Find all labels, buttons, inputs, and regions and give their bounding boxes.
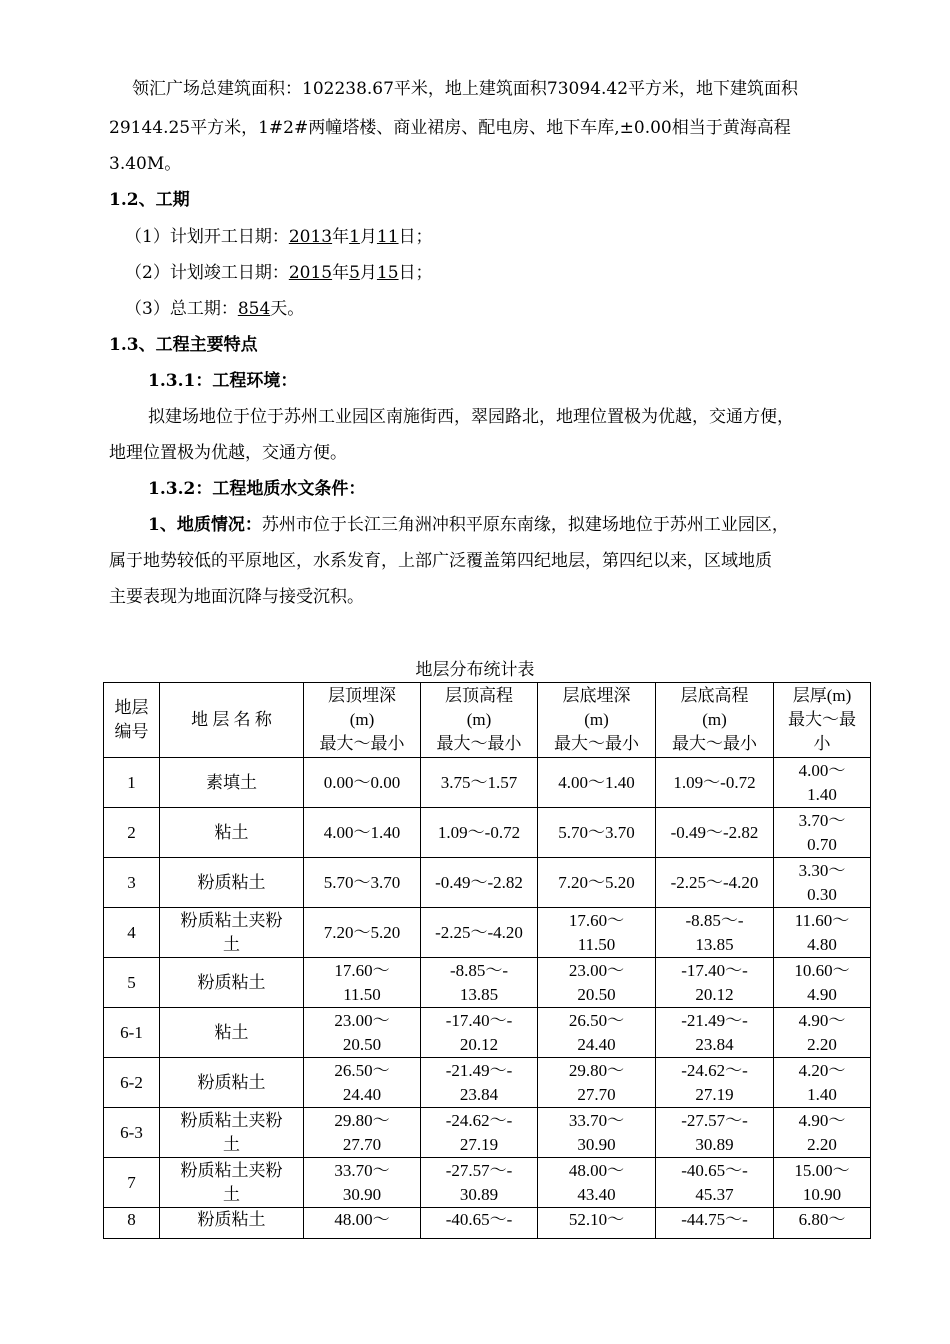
table-header-text: (m): [466, 710, 492, 729]
start-date-line: [125, 226, 433, 248]
table-cell: -8.85～- 13.85: [656, 908, 774, 958]
table-header-text: (m): [349, 710, 375, 729]
table-cell: 4.90～ 2.20: [774, 1108, 871, 1158]
table-cell: -27.57～- 30.89: [656, 1108, 774, 1158]
schedule-heading: 1.2、工期: [109, 190, 190, 210]
table-header-text: 地 层 名 称: [191, 710, 272, 729]
table-cell: 17.60～ 11.50: [304, 958, 421, 1008]
table-cell: 3.70～ 0.70: [774, 808, 871, 858]
geology-line-3: 主要表现为地面沉降与接受沉积。: [109, 587, 364, 607]
table-cell: -21.49～- 23.84: [656, 1008, 774, 1058]
table-row: [104, 1208, 871, 1239]
end-year-unit: 年: [332, 263, 350, 283]
table-cell: -17.40～- 20.12: [421, 1008, 538, 1058]
table-cell: -40.65～-: [421, 1208, 538, 1239]
table-cell: 粘土: [160, 808, 304, 858]
table-cell: 26.50～ 24.40: [304, 1058, 421, 1108]
table-cell: 33.70～ 30.90: [304, 1158, 421, 1208]
total-duration-line: [125, 298, 304, 320]
table-cell: 6-1: [104, 1008, 160, 1058]
table-cell: 粉质粘土: [160, 858, 304, 908]
table-header-text: 最大～最小: [672, 734, 757, 753]
table-header-text: 最大～最小: [554, 734, 639, 753]
table-cell: 33.70～ 30.90: [538, 1108, 656, 1158]
table-cell: -21.49～- 23.84: [421, 1058, 538, 1108]
table-cell: 26.50～ 24.40: [538, 1008, 656, 1058]
table-header-cell: [774, 683, 871, 758]
table-cell: 粉质粘土夹粉 土: [160, 1108, 304, 1158]
start-month-unit: 月: [359, 227, 377, 247]
table-cell: 4.00～1.40: [304, 808, 421, 858]
table-header-cell: [104, 683, 160, 758]
geology-text-1: 苏州市位于长江三角洲冲积平原东南缘，拟建场地位于苏州工业园区，: [261, 515, 789, 535]
environment-heading: 1.3.1：工程环境：: [148, 371, 298, 391]
start-day-unit: 日；: [398, 227, 433, 247]
end-day-unit: 日；: [398, 263, 433, 283]
table-header-row: [104, 683, 871, 758]
table-header-text: 最大～最小: [319, 734, 405, 753]
table-cell: 7: [104, 1158, 160, 1208]
table-cell: 素填土: [160, 758, 304, 808]
table-cell: -40.65～- 45.37: [656, 1158, 774, 1208]
table-cell: -0.49～-2.82: [421, 858, 538, 908]
table-cell: 4.00～1.40: [538, 758, 656, 808]
table-cell: -24.62～- 27.19: [656, 1058, 774, 1108]
table-header-text: (m): [702, 710, 727, 729]
geology-line-1: [148, 514, 789, 536]
end-year: 2015: [288, 263, 333, 283]
table-header-cell: [160, 683, 304, 758]
intro-line-1: 领汇广场总建筑面积：102238.67平米，地上建筑面积73094.42平方米，地下建筑面积: [132, 79, 799, 99]
table-header-text: (m): [584, 710, 609, 729]
table-cell: 11.60～ 4.80: [774, 908, 871, 958]
table-header-text: 层顶埋深: [328, 686, 396, 705]
table-cell: -8.85～- 13.85: [421, 958, 538, 1008]
table-cell: 3.30～ 0.30: [774, 858, 871, 908]
table-header-text: 编号: [114, 722, 149, 741]
table-cell: -27.57～- 30.89: [421, 1158, 538, 1208]
table-header-text: 最大～最: [788, 710, 856, 729]
table-cell: 3.75～1.57: [421, 758, 538, 808]
environment-line-1: 拟建场地位于位于苏州工业园区南施街西，翠园路北，地理位置极为优越，交通方便，: [148, 407, 794, 427]
table-cell: -24.62～- 27.19: [421, 1108, 538, 1158]
table-cell: 0.00～0.00: [304, 758, 421, 808]
table-header-text: 层底埋深: [562, 686, 631, 705]
table-header-text: 层底高程: [680, 686, 749, 705]
table-cell: 52.10～: [538, 1208, 656, 1239]
table-cell: 6-2: [104, 1058, 160, 1108]
table-header-text: 地层: [114, 698, 149, 717]
table-cell: 粉质粘土夹粉 土: [160, 908, 304, 958]
intro-line-2: 29144.25平方米，1#2#两幢塔楼、商业裙房、配电房、地下车库,±0.00相当于黄海高程: [109, 118, 791, 138]
table-cell: 4.90～ 2.20: [774, 1008, 871, 1058]
table-cell: 4.20～ 1.40: [774, 1058, 871, 1108]
table-row: [104, 1058, 871, 1108]
total-duration-prefix: （3）总工期：: [125, 299, 238, 319]
table-row: [104, 758, 871, 808]
table-cell: 粉质粘土夹粉 土: [160, 1158, 304, 1208]
table-cell: 6.80～: [774, 1208, 871, 1239]
end-day: 15: [376, 263, 399, 283]
table-cell: 1.09～-0.72: [656, 758, 774, 808]
table-cell: 2: [104, 808, 160, 858]
start-date-prefix: （1）计划开工日期：: [125, 227, 289, 247]
table-caption: 地层分布统计表: [415, 660, 535, 680]
table-row: [104, 1158, 871, 1208]
table-cell: 17.60～ 11.50: [538, 908, 656, 958]
table-cell: 29.80～ 27.70: [538, 1058, 656, 1108]
start-day: 11: [376, 227, 399, 247]
end-date-line: [125, 262, 433, 284]
strata-table: [103, 682, 871, 1239]
table-cell: 1.09～-0.72: [421, 808, 538, 858]
table-cell: 5: [104, 958, 160, 1008]
table-cell: 29.80～ 27.70: [304, 1108, 421, 1158]
table-cell: 23.00～ 20.50: [538, 958, 656, 1008]
table-cell: -17.40～- 20.12: [656, 958, 774, 1008]
table-cell: 4.00～ 1.40: [774, 758, 871, 808]
start-month: 1: [349, 227, 360, 247]
end-month-unit: 月: [359, 263, 377, 283]
table-cell: 粉质粘土: [160, 1058, 304, 1108]
intro-line-3: 3.40M。: [109, 154, 182, 174]
table-cell: 5.70～3.70: [304, 858, 421, 908]
total-days: 854: [237, 299, 271, 319]
table-cell: 3: [104, 858, 160, 908]
table-header-cell: [656, 683, 774, 758]
table-cell: -2.25～-4.20: [421, 908, 538, 958]
table-cell: 粉质粘土: [160, 958, 304, 1008]
table-row: [104, 1008, 871, 1058]
table-cell: -2.25～-4.20: [656, 858, 774, 908]
table-cell: 5.70～3.70: [538, 808, 656, 858]
features-heading: 1.3、工程主要特点: [109, 335, 258, 355]
table-row: [104, 1108, 871, 1158]
table-cell: 48.00～ 43.40: [538, 1158, 656, 1208]
table-cell: 7.20～5.20: [304, 908, 421, 958]
table-row: [104, 858, 871, 908]
end-date-prefix: （2）计划竣工日期：: [125, 263, 289, 283]
table-cell: 粉质粘土: [160, 1208, 304, 1239]
table-header-text: 层顶高程: [445, 686, 513, 705]
geology-heading: 1.3.2：工程地质水文条件：: [148, 479, 366, 499]
table-row: [104, 908, 871, 958]
geology-label: 1、地质情况：: [148, 515, 262, 535]
table-cell: 6-3: [104, 1108, 160, 1158]
table-cell: 10.60～ 4.90: [774, 958, 871, 1008]
start-year: 2013: [288, 227, 333, 247]
table-cell: -44.75～-: [656, 1208, 774, 1239]
table-cell: 8: [104, 1208, 160, 1239]
table-cell: 48.00～: [304, 1208, 421, 1239]
table-header-text: 小: [813, 734, 831, 753]
geology-line-2: 属于地势较低的平原地区，水系发育，上部广泛覆盖第四纪地层，第四纪以来，区域地质: [109, 551, 772, 571]
table-header-text: 最大～最小: [436, 734, 522, 753]
environment-line-2: 地理位置极为优越，交通方便。: [109, 443, 347, 463]
table-cell: 粘土: [160, 1008, 304, 1058]
table-header-cell: [538, 683, 656, 758]
table-cell: 1: [104, 758, 160, 808]
table-body: [104, 758, 871, 1239]
table-cell: 15.00～ 10.90: [774, 1158, 871, 1208]
table-cell: -0.49～-2.82: [656, 808, 774, 858]
table-header-text: 层厚(m): [792, 686, 852, 705]
table-header-cell: [421, 683, 538, 758]
table-cell: 4: [104, 908, 160, 958]
start-year-unit: 年: [332, 227, 350, 247]
end-month: 5: [349, 263, 360, 283]
table-cell: 23.00～ 20.50: [304, 1008, 421, 1058]
table-row: [104, 958, 871, 1008]
total-duration-suffix: 天。: [270, 299, 305, 319]
table-header-cell: [304, 683, 421, 758]
table-cell: 7.20～5.20: [538, 858, 656, 908]
table-row: [104, 808, 871, 858]
